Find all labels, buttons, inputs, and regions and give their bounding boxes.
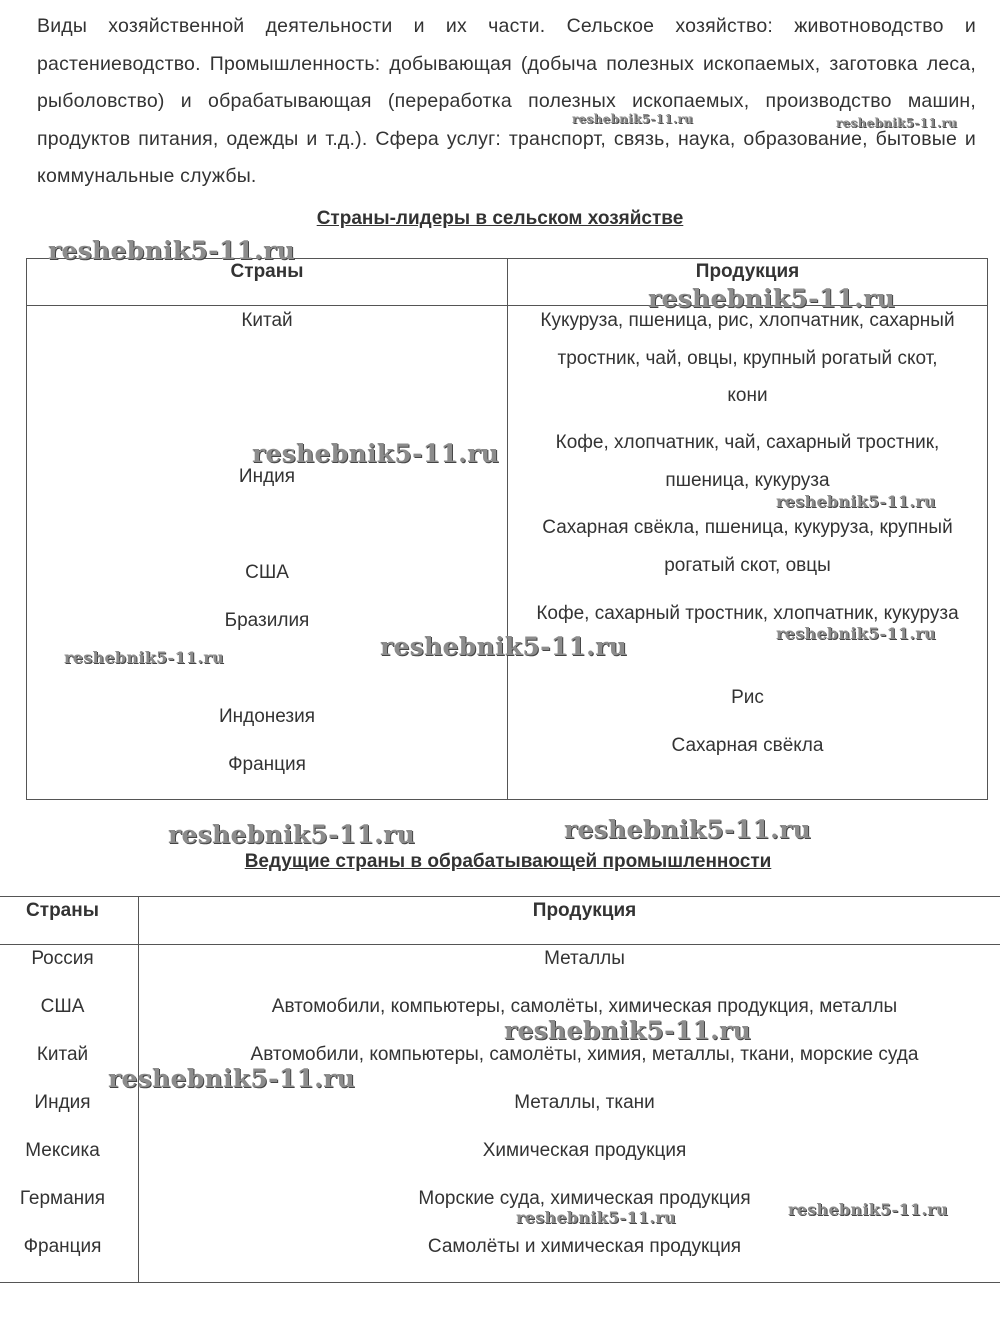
- agri-country-cell: Бразилия: [224, 610, 310, 631]
- agri-product-cell: Кофе, хлопчатник, чай, сахарный тростник, пшеница, кукуруза: [555, 432, 940, 491]
- agri-product-cell: Сахарная свёкла, пшеница, кукуруза, крупный рогатый скот, овцы: [542, 517, 953, 576]
- industry-header-products: Продукция: [532, 900, 637, 921]
- industry-table-title: Ведущие страны в обрабатывающей промышленности: [244, 851, 772, 872]
- watermark: reshebnik5-11.ru: [776, 492, 936, 511]
- industry-header-countries: Страны: [26, 900, 99, 921]
- intro-paragraph: Виды хозяйственной деятельности и их части. Сельское хозяйство: животноводство и растениеводство. Промышленность: добывающая (добыча полезных ископаемых, заготовка леса, рыболовство) и обрабатывающая (переработка полезных ископаемых, производство машин, продуктов питания, одежды и т.д.). Сфера услуг: транспорт, связь, наука, образование, бытовые и коммунальные службы.: [37, 15, 976, 187]
- agri-table-title: Страны-лидеры в сельском хозяйстве: [316, 208, 684, 229]
- industry-product-cell: Химическая продукция: [482, 1140, 687, 1161]
- watermark: reshebnik5-11.ru: [64, 648, 224, 667]
- industry-table-bottom-border: [0, 1282, 1000, 1283]
- industry-product-cell: Морские суда, химическая продукция: [418, 1188, 751, 1209]
- watermark: reshebnik5-11.ru: [564, 815, 812, 844]
- agri-country-cell: Индия: [238, 466, 296, 487]
- watermark: reshebnik5-11.ru: [788, 1200, 948, 1219]
- agri-country-cell: Китай: [241, 310, 293, 331]
- watermark: reshebnik5-11.ru: [168, 820, 416, 849]
- industry-country-cell: Германия: [19, 1188, 106, 1209]
- industry-product-cell: Автомобили, компьютеры, самолёты, химия, металлы, ткани, морские суда: [250, 1044, 919, 1065]
- industry-product-cell: Металлы: [544, 948, 625, 969]
- agri-table-right-border: [987, 258, 988, 800]
- watermark: reshebnik5-11.ru: [48, 236, 296, 265]
- watermark: reshebnik5-11.ru: [108, 1064, 356, 1093]
- agri-product-cell: Кофе, сахарный тростник, хлопчатник, кукуруза: [536, 603, 959, 624]
- agri-column-divider: [507, 258, 508, 800]
- agri-product-cell: Сахарная свёкла: [671, 735, 824, 756]
- watermark: reshebnik5-11.ru: [648, 284, 896, 313]
- industry-country-cell: Мексика: [25, 1140, 100, 1161]
- industry-product-cell: Автомобили, компьютеры, самолёты, химическая продукция, металлы: [271, 996, 898, 1017]
- watermark: reshebnik5-11.ru: [252, 439, 500, 468]
- agri-product-cell: Рис: [731, 687, 764, 708]
- watermark: reshebnik5-11.ru: [516, 1208, 676, 1227]
- watermark: reshebnik5-11.ru: [380, 632, 628, 661]
- agri-country-cell: Франция: [228, 754, 306, 775]
- agri-header-countries: Страны: [230, 261, 304, 282]
- industry-product-cell: Самолёты и химическая продукция: [427, 1236, 742, 1257]
- watermark: reshebnik5-11.ru: [504, 1016, 752, 1045]
- watermark: reshebnik5-11.ru: [836, 116, 958, 130]
- industry-product-cell: Металлы, ткани: [514, 1092, 655, 1113]
- industry-country-cell: Индия: [34, 1092, 91, 1113]
- agri-header-products: Продукция: [695, 261, 800, 282]
- industry-country-cell: США: [40, 996, 85, 1017]
- agri-country-cell: США: [245, 562, 289, 583]
- agri-country-cell: Индонезия: [218, 706, 316, 727]
- agri-product-cell: Кукуруза, пшеница, рис, хлопчатник, сахарный тростник, чай, овцы, крупный рогатый скот, кони: [540, 310, 955, 406]
- industry-country-cell: Франция: [23, 1236, 102, 1257]
- watermark: reshebnik5-11.ru: [572, 112, 694, 126]
- watermark: reshebnik5-11.ru: [776, 624, 936, 643]
- industry-country-cell: Россия: [31, 948, 94, 969]
- industry-country-cell: Китай: [36, 1044, 89, 1065]
